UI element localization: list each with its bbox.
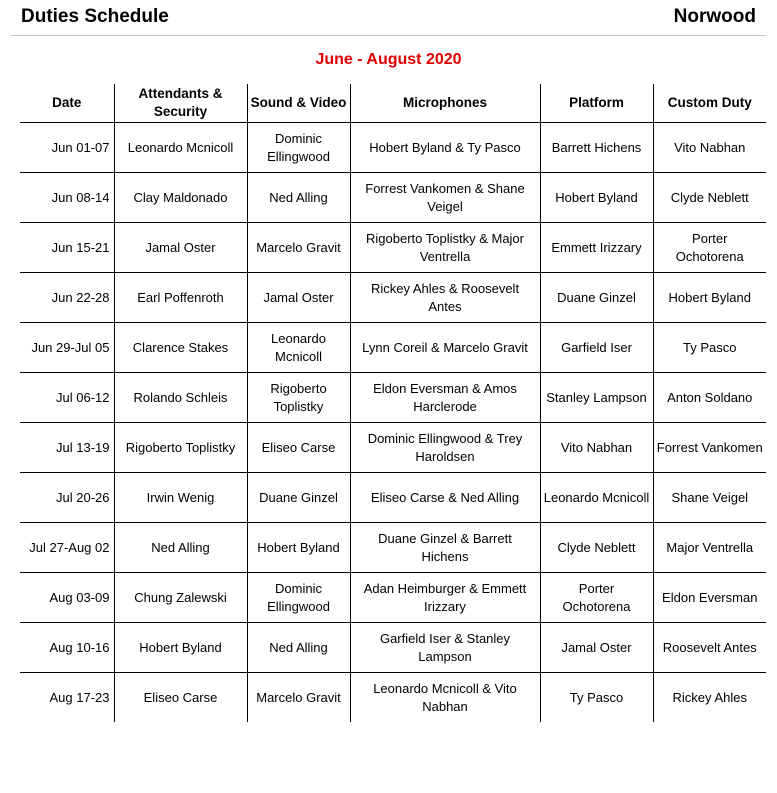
column-header-sound-video: Sound & Video — [247, 84, 350, 123]
page-title: Duties Schedule — [21, 6, 169, 27]
column-header-attendants: Attendants & Security — [114, 84, 247, 123]
date-cell: Aug 17-23 — [49, 689, 110, 705]
date-cell: Jul 06-12 — [20, 373, 114, 423]
microphones-cell: Lynn Coreil & Marcelo Gravit — [350, 323, 540, 373]
custom-duty-cell: Porter Ochotorena — [653, 223, 766, 273]
platform-cell: Barrett Hichens — [540, 123, 653, 173]
custom-duty-cell: Rickey Ahles — [653, 673, 766, 723]
sound-video-cell: Marcelo Gravit — [247, 223, 350, 273]
platform-cell: Vito Nabhan — [540, 423, 653, 473]
sound-video-cell: Ned Alling — [247, 173, 350, 223]
sound-video-cell: Rigoberto Toplistky — [247, 373, 350, 423]
attendants-cell: Eliseo Carse — [114, 673, 247, 723]
custom-duty-cell: Anton Soldano — [653, 373, 766, 423]
sound-video-cell: Leonardo Mcnicoll — [247, 323, 350, 373]
platform-cell: Stanley Lampson — [540, 373, 653, 423]
table-row — [20, 423, 766, 473]
table-row — [20, 223, 766, 273]
custom-duty-cell: Vito Nabhan — [653, 123, 766, 173]
attendants-cell: Jamal Oster — [114, 223, 247, 273]
platform-cell: Hobert Byland — [540, 173, 653, 223]
table-row — [20, 673, 766, 723]
platform-cell: Emmett Irizzary — [540, 223, 653, 273]
microphones-cell: Leonardo Mcnicoll & Vito Nabhan — [350, 673, 540, 723]
attendants-cell: Leonardo Mcnicoll — [114, 123, 247, 173]
date-cell: Jun 01-07 — [20, 123, 114, 173]
date-cell: Aug 03-09 — [20, 573, 114, 623]
sound-video-cell: Dominic Ellingwood — [247, 123, 350, 173]
custom-duty-cell: Major Ventrella — [653, 523, 766, 573]
attendants-cell: Clarence Stakes — [114, 323, 247, 373]
custom-duty-cell: Roosevelt Antes — [653, 623, 766, 673]
page-header — [11, 0, 766, 36]
custom-duty-cell: Hobert Byland — [653, 273, 766, 323]
custom-duty-cell: Shane Veigel — [653, 473, 766, 523]
sound-video-cell: Jamal Oster — [247, 273, 350, 323]
attendants-cell: Clay Maldonado — [114, 173, 247, 223]
table-row — [20, 523, 766, 573]
table-body — [20, 123, 766, 723]
platform-cell: Clyde Neblett — [540, 523, 653, 573]
microphones-cell: Garfield Iser & Stanley Lampson — [350, 623, 540, 673]
table-row — [20, 173, 766, 223]
duties-table — [20, 84, 766, 722]
table-row — [20, 623, 766, 673]
date-cell: Aug 10-16 — [20, 623, 114, 673]
platform-cell: Leonardo Mcnicoll — [540, 473, 653, 523]
table-row — [20, 323, 766, 373]
attendants-cell: Rolando Schleis — [114, 373, 247, 423]
microphones-cell: Forrest Vankomen & Shane Veigel — [350, 173, 540, 223]
date-cell: Jul 13-19 — [20, 423, 114, 473]
table-row — [20, 123, 766, 173]
platform-cell: Duane Ginzel — [540, 273, 653, 323]
date-cell: Jul 27-Aug 02 — [20, 523, 114, 573]
date-cell: Jun 08-14 — [20, 173, 114, 223]
microphones-cell: Eldon Eversman & Amos Harclerode — [350, 373, 540, 423]
table-header-row — [20, 84, 766, 123]
microphones-cell: Dominic Ellingwood & Trey Haroldsen — [350, 423, 540, 473]
custom-duty-cell: Eldon Eversman — [653, 573, 766, 623]
sound-video-cell: Dominic Ellingwood — [247, 573, 350, 623]
microphones-cell: Adan Heimburger & Emmett Irizzary — [350, 573, 540, 623]
sound-video-cell: Hobert Byland — [247, 523, 350, 573]
date-cell: Jun 22-28 — [20, 273, 114, 323]
sound-video-cell: Duane Ginzel — [247, 473, 350, 523]
date-cell: Jun 29-Jul 05 — [20, 323, 114, 373]
table-row — [20, 573, 766, 623]
schedule-period: June - August 2020 — [315, 51, 462, 68]
custom-duty-cell: Forrest Vankomen — [653, 423, 766, 473]
sound-video-cell: Marcelo Gravit — [247, 673, 350, 723]
microphones-cell: Eliseo Carse & Ned Alling — [350, 473, 540, 523]
custom-duty-cell: Clyde Neblett — [653, 173, 766, 223]
platform-cell: Ty Pasco — [540, 673, 653, 723]
column-header-microphones: Microphones — [350, 84, 540, 123]
column-header-date: Date — [20, 84, 114, 123]
microphones-cell: Duane Ginzel & Barrett Hichens — [350, 523, 540, 573]
attendants-cell: Rigoberto Toplistky — [114, 423, 247, 473]
microphones-cell: Rickey Ahles & Roosevelt Antes — [350, 273, 540, 323]
platform-cell: Porter Ochotorena — [540, 573, 653, 623]
sound-video-cell: Ned Alling — [247, 623, 350, 673]
platform-cell: Jamal Oster — [540, 623, 653, 673]
table-row — [20, 373, 766, 423]
table-row — [20, 473, 766, 523]
column-header-custom-duty: Custom Duty — [653, 84, 766, 123]
attendants-cell: Hobert Byland — [114, 623, 247, 673]
date-cell: Jul 20-26 — [20, 473, 114, 523]
attendants-cell: Chung Zalewski — [114, 573, 247, 623]
attendants-cell: Irwin Wenig — [114, 473, 247, 523]
table-row — [20, 273, 766, 323]
microphones-cell: Hobert Byland & Ty Pasco — [350, 123, 540, 173]
sound-video-cell: Eliseo Carse — [247, 423, 350, 473]
attendants-cell: Ned Alling — [114, 523, 247, 573]
platform-cell: Garfield Iser — [540, 323, 653, 373]
column-header-platform: Platform — [540, 84, 653, 123]
date-cell: Jun 15-21 — [20, 223, 114, 273]
attendants-cell: Earl Poffenroth — [114, 273, 247, 323]
congregation-name: Norwood — [673, 6, 756, 27]
custom-duty-cell: Ty Pasco — [653, 323, 766, 373]
microphones-cell: Rigoberto Toplistky & Major Ventrella — [350, 223, 540, 273]
